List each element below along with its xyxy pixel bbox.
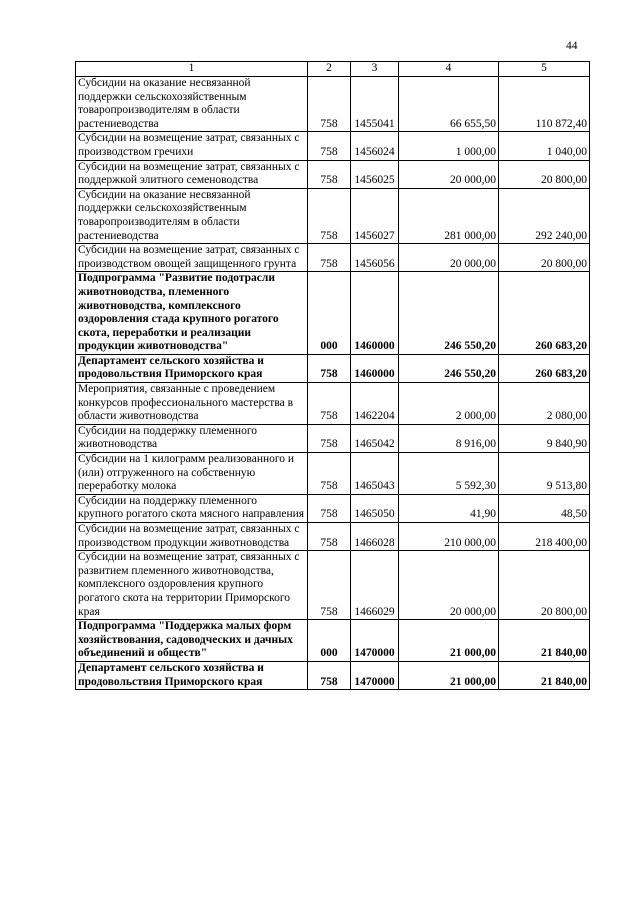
row-code-cell: 1470000 — [351, 620, 399, 662]
table-row — [76, 354, 590, 382]
row-col2-cell: 758 — [308, 244, 351, 272]
row-value2-cell: 48,50 — [499, 494, 590, 522]
row-code-cell: 1456056 — [351, 244, 399, 272]
row-value1-cell: 21 000,00 — [399, 620, 499, 662]
row-col2-cell: 758 — [308, 354, 351, 382]
row-code-cell: 1456025 — [351, 160, 399, 188]
table-row — [76, 551, 590, 620]
table-row — [76, 272, 590, 355]
row-code-cell: 1455041 — [351, 77, 399, 132]
row-col2-cell: 758 — [308, 383, 351, 425]
row-value1-cell: 20 000,00 — [399, 244, 499, 272]
row-value1-cell: 5 592,30 — [399, 453, 499, 495]
row-value2-cell: 110 872,40 — [499, 77, 590, 132]
row-value2-cell: 20 800,00 — [499, 244, 590, 272]
row-value2-cell: 260 683,20 — [499, 354, 590, 382]
row-col2-cell: 000 — [308, 620, 351, 662]
row-col2-cell: 758 — [308, 188, 351, 243]
row-col2-cell: 758 — [308, 551, 351, 620]
row-value1-cell: 210 000,00 — [399, 523, 499, 551]
row-col2-cell: 758 — [308, 77, 351, 132]
table-row — [76, 188, 590, 243]
header-col-5: 5 — [499, 62, 590, 77]
header-col-2: 2 — [308, 62, 351, 77]
row-name-cell: Департамент сельского хозяйства и продовольствия Приморского края — [76, 354, 308, 382]
table-row — [76, 661, 590, 689]
row-value2-cell: 218 400,00 — [499, 523, 590, 551]
table-row — [76, 77, 590, 132]
row-code-cell: 1465043 — [351, 453, 399, 495]
row-col2-cell: 000 — [308, 272, 351, 355]
table-row — [76, 453, 590, 495]
row-value1-cell: 21 000,00 — [399, 661, 499, 689]
row-value1-cell: 246 550,20 — [399, 272, 499, 355]
row-col2-cell: 758 — [308, 661, 351, 689]
row-name-cell: Подпрограмма "Развитие подотрасли животноводства, племенного животноводства, комплексного оздоровления стада крупного рогатого скота, переработки и реализации продукции животноводства" — [76, 272, 308, 355]
row-value1-cell: 2 000,00 — [399, 383, 499, 425]
table-row — [76, 620, 590, 662]
row-value2-cell: 21 840,00 — [499, 620, 590, 662]
table-row — [76, 523, 590, 551]
row-name-cell: Подпрограмма "Поддержка малых форм хозяйствования, садоводческих и дачных объединений и обществ" — [76, 620, 308, 662]
row-value2-cell: 260 683,20 — [499, 272, 590, 355]
row-name-cell: Субсидии на оказание несвязанной поддержки сельскохозяйственным товаропроизводителям в области растениеводства — [76, 77, 308, 132]
row-col2-cell: 758 — [308, 494, 351, 522]
page-number: 44 — [566, 40, 578, 52]
row-value2-cell: 2 080,00 — [499, 383, 590, 425]
row-value2-cell: 9 513,80 — [499, 453, 590, 495]
row-name-cell: Субсидии на возмещение затрат, связанных с производством гречихи — [76, 132, 308, 160]
row-name-cell: Субсидии на возмещение затрат, связанных с производством овощей защищенного грунта — [76, 244, 308, 272]
row-value1-cell: 20 000,00 — [399, 551, 499, 620]
row-code-cell: 1465042 — [351, 424, 399, 452]
row-name-cell: Субсидии на поддержку племенного животноводства — [76, 424, 308, 452]
row-name-cell: Департамент сельского хозяйства и продовольствия Приморского края — [76, 661, 308, 689]
header-col-4: 4 — [399, 62, 499, 77]
row-value2-cell: 20 800,00 — [499, 551, 590, 620]
table-row — [76, 244, 590, 272]
row-col2-cell: 758 — [308, 160, 351, 188]
row-name-cell: Субсидии на 1 килограмм реализованного и (или) отгруженного на собственную переработку молока — [76, 453, 308, 495]
row-code-cell: 1470000 — [351, 661, 399, 689]
table-row — [76, 132, 590, 160]
budget-table — [75, 61, 590, 690]
row-value1-cell: 1 000,00 — [399, 132, 499, 160]
row-code-cell: 1466029 — [351, 551, 399, 620]
row-value1-cell: 8 916,00 — [399, 424, 499, 452]
row-value2-cell: 292 240,00 — [499, 188, 590, 243]
row-value1-cell: 66 655,50 — [399, 77, 499, 132]
table-row — [76, 494, 590, 522]
header-row — [76, 62, 590, 77]
row-code-cell: 1456024 — [351, 132, 399, 160]
header-col-1: 1 — [76, 62, 308, 77]
row-code-cell: 1465050 — [351, 494, 399, 522]
row-name-cell: Субсидии на возмещение затрат, связанных с поддержкой элитного семеноводства — [76, 160, 308, 188]
row-col2-cell: 758 — [308, 523, 351, 551]
row-value1-cell: 281 000,00 — [399, 188, 499, 243]
row-code-cell: 1456027 — [351, 188, 399, 243]
row-name-cell: Субсидии на возмещение затрат, связанных с развитием племенного животноводства, комплексного оздоровления крупного рогатого скота на территории Приморского края — [76, 551, 308, 620]
row-name-cell: Субсидии на оказание несвязанной поддержки сельскохозяйственным товаропроизводителям в области растениеводства — [76, 188, 308, 243]
table-row — [76, 383, 590, 425]
row-code-cell: 1466028 — [351, 523, 399, 551]
row-code-cell: 1462204 — [351, 383, 399, 425]
row-code-cell: 1460000 — [351, 354, 399, 382]
row-col2-cell: 758 — [308, 453, 351, 495]
row-value1-cell: 20 000,00 — [399, 160, 499, 188]
row-value2-cell: 20 800,00 — [499, 160, 590, 188]
row-value1-cell: 246 550,20 — [399, 354, 499, 382]
row-value1-cell: 41,90 — [399, 494, 499, 522]
row-col2-cell: 758 — [308, 132, 351, 160]
row-code-cell: 1460000 — [351, 272, 399, 355]
row-name-cell: Субсидии на возмещение затрат, связанных с производством продукции животноводства — [76, 523, 308, 551]
table-row — [76, 160, 590, 188]
header-col-3: 3 — [351, 62, 399, 77]
row-col2-cell: 758 — [308, 424, 351, 452]
row-value2-cell: 1 040,00 — [499, 132, 590, 160]
row-name-cell: Субсидии на поддержку племенного крупного рогатого скота мясного направления — [76, 494, 308, 522]
row-value2-cell: 21 840,00 — [499, 661, 590, 689]
row-name-cell: Мероприятия, связанные с проведением конкурсов профессионального мастерства в области животноводства — [76, 383, 308, 425]
table-row — [76, 424, 590, 452]
row-value2-cell: 9 840,90 — [499, 424, 590, 452]
